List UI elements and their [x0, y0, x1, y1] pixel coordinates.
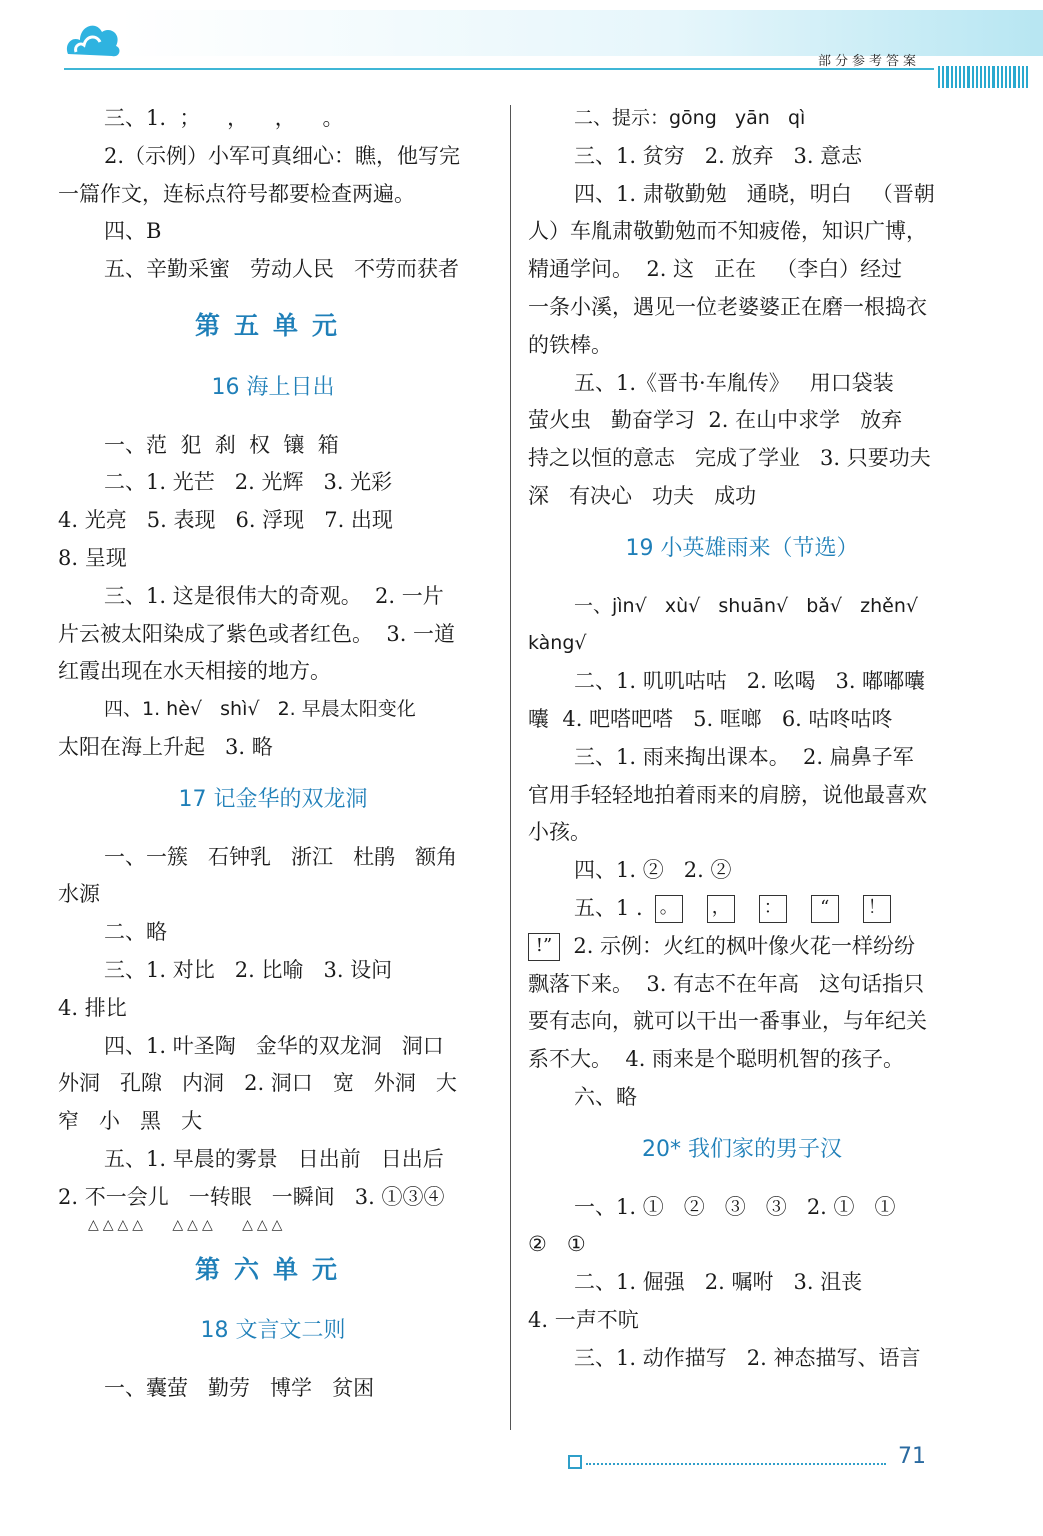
answer-line: 4. 光亮 5. 表现 6. 浮现 7. 出现 — [58, 508, 393, 533]
header-line — [64, 68, 934, 70]
lesson-heading: 20* 我们家的男子汉 — [642, 1136, 842, 1162]
answer-line: 2.（示例）小军可真细心：瞧，他写完 — [104, 143, 461, 168]
answer-line: 四、1. hè√ shì√ 2. 早晨太阳变化 — [104, 698, 416, 721]
answer-line: 四、B — [104, 219, 162, 244]
answer-line: 8. 呈现 — [58, 545, 127, 570]
punctuation-box: !” — [528, 933, 560, 961]
answer-line: 一、jìn√ xù√ shuān√ bǎ√ zhěn√ — [574, 594, 919, 617]
header-stripes — [938, 66, 1028, 88]
punctuation-box: ， — [707, 895, 735, 923]
answer-line: 五、1 . 。 ， ： “ ！ — [528, 890, 956, 928]
answer-line: 持之以恒的意志 完成了学业 3. 只要功夫 — [528, 446, 931, 471]
answer-line: 一、范 犯 刹 权 镶 箱 — [104, 432, 339, 457]
footer-square-icon — [568, 1455, 582, 1469]
right-column — [528, 100, 956, 1378]
answer-line: 2. 不一会儿 一转眼 一瞬间 3. ①③④ — [58, 1184, 445, 1209]
answer-line: 系不大。 4. 雨来是个聪明机智的孩子。 — [528, 1047, 905, 1072]
punctuation-box: ： — [759, 895, 787, 923]
answer-line: 小孩。 — [528, 820, 591, 845]
answer-line: 红霞出现在水天相接的地方。 — [58, 659, 331, 684]
answer-line: 萤火虫 勤奋学习 2. 在山中求学 放弃 — [528, 408, 903, 433]
answer-line: kàng√ — [528, 632, 587, 655]
left-column — [58, 100, 488, 1408]
lesson-heading: 17 记金华的双龙洞 — [178, 786, 368, 812]
answer-line: 五、1. 早晨的雾景 日出前 日出后 — [104, 1146, 444, 1171]
answer-line: 二、1. 光芒 2. 光辉 3. 光彩 — [104, 470, 393, 495]
answer-line: 三、1. ； ， ， 。 — [104, 106, 344, 130]
answer-line: 飘落下来。 3. 有志不在年高 这句话指只 — [528, 971, 925, 996]
answer-line: 四、1. 肃敬勤勉 通晓，明白 （晋朝 — [574, 181, 935, 206]
answer-line: 三、1. 贫穷 2. 放弃 3. 意志 — [574, 143, 863, 168]
answer-line: 一条小溪，遇见一位老婆婆正在磨一根捣衣 — [528, 294, 927, 319]
unit-heading: 第六单元 — [194, 1254, 351, 1284]
lesson-heading: 18 文言文二则 — [200, 1318, 346, 1344]
answer-line: 三、1. 雨来掏出课本。 2. 扁鼻子军 — [574, 744, 914, 769]
answer-line: 一篇作文，连标点符号都要检查两遍。 — [58, 181, 415, 206]
cloud-logo-icon — [62, 14, 126, 64]
punctuation-box: 。 — [655, 895, 683, 923]
page-header — [0, 0, 1043, 95]
answer-line: 太阳在海上升起 3. 略 — [58, 734, 273, 759]
answer-line: 一、一簇 石钟乳 浙江 杜鹃 额角 — [104, 844, 458, 869]
header-title: 部分参考答案 — [818, 54, 921, 69]
answer-line: 外洞 孔隙 内洞 2. 洞口 宽 外洞 大 — [58, 1071, 457, 1096]
answer-line: 精通学问。 2. 这 正在 （李白）经过 — [528, 257, 903, 282]
footer-dotted-line — [586, 1463, 886, 1465]
answer-line: 囔 4. 吧嗒吧嗒 5. 哐啷 6. 咕咚咕咚 — [528, 706, 893, 731]
answer-line: 的铁棒。 — [528, 332, 612, 357]
answer-line: 四、1. 叶圣陶 金华的双龙洞 洞口 — [104, 1033, 444, 1058]
answer-line: 三、1. 动作描写 2. 神态描写、语言 — [574, 1345, 921, 1370]
answer-line: 官用手轻轻地拍着雨来的肩膀，说他最喜欢 — [528, 782, 927, 807]
answer-line: 三、1. 这是很伟大的奇观。 2. 一片 — [104, 583, 444, 608]
lesson-heading: 16 海上日出 — [211, 374, 335, 400]
answer-line: 二、1. 叽叽咕咕 2. 吆喝 3. 嘟嘟囔 — [574, 669, 926, 694]
answer-line: 二、1. 倔强 2. 嘱咐 3. 沮丧 — [574, 1270, 863, 1295]
punctuation-box: ！ — [863, 895, 891, 923]
answer-line: 深 有决心 功夫 成功 — [528, 483, 757, 508]
emphasis-marks: △△△△ △△△ △△△ — [88, 1216, 287, 1233]
answer-line: 片云被太阳染成了紫色或者红色。 3. 一道 — [58, 621, 456, 646]
answer-line: 一、囊萤 勤劳 博学 贫困 — [104, 1376, 375, 1401]
answer-line: 二、提示：gōng yān qì — [574, 107, 806, 129]
unit-heading: 第五单元 — [194, 310, 351, 340]
answer-line: ② ① — [528, 1232, 586, 1257]
answer-line: 一、1. ① ② ③ ③ 2. ① ① — [574, 1194, 896, 1219]
answer-line: 五、辛勤采蜜 劳动人民 不劳而获者 — [104, 257, 460, 282]
answer-line: 六、略 — [574, 1084, 637, 1109]
answer-line: 4. 一声不吭 — [528, 1307, 639, 1332]
lesson-heading: 19 小英雄雨来（节选） — [625, 535, 859, 561]
answer-line: 四、1. ② 2. ② — [574, 858, 732, 883]
punctuation-box: “ — [811, 895, 839, 923]
page-number: 71 — [898, 1444, 926, 1469]
answer-line: 三、1. 对比 2. 比喻 3. 设问 — [104, 957, 393, 982]
answer-line: 水源 — [58, 882, 100, 907]
answer-line: 人）车胤肃敬勤勉而不知疲倦，知识广博， — [528, 219, 927, 244]
answer-line: 窄 小 黑 大 — [58, 1109, 203, 1134]
answer-line: 五、1.《晋书·车胤传》 用口袋装 — [574, 370, 894, 395]
answer-line: 二、略 — [104, 920, 167, 945]
column-divider — [510, 105, 511, 1430]
answer-line: 4. 排比 — [58, 995, 127, 1020]
answer-line: 要有志向，就可以干出一番事业，与年纪关 — [528, 1009, 927, 1034]
answer-line: !” 2. 示例：火红的枫叶像火花一样纷纷 — [528, 928, 956, 966]
